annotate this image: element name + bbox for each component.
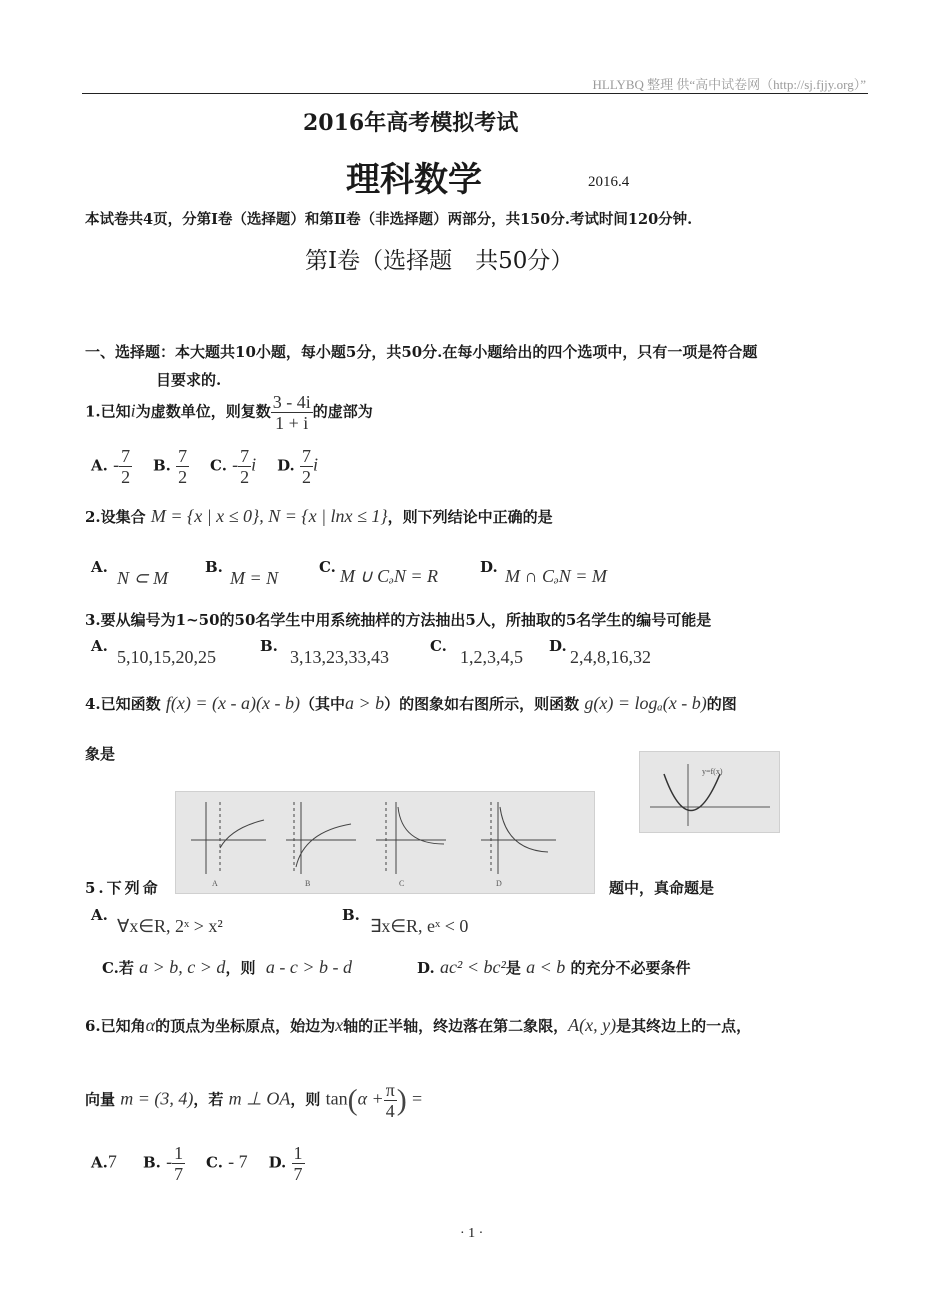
q6-pi-over-4	[384, 1080, 397, 1121]
q1-option-c-label: C.	[210, 456, 227, 475]
q3-option-b: 3,13,23,33,43	[290, 647, 389, 667]
q4-graph-d-label: D	[496, 879, 502, 888]
q6-mid1: 的顶点为坐标原点，始边为	[155, 1017, 336, 1035]
q6-perp: m ⊥ OA	[228, 1088, 291, 1109]
q3-option-d-label: D.	[549, 637, 567, 655]
q6-x: x	[335, 1015, 344, 1035]
exam-date: 2016.4	[588, 174, 630, 190]
q6-equals: =	[412, 1088, 423, 1109]
q6-four: 4	[385, 1101, 395, 1121]
q6-option-b-label: B.	[143, 1153, 161, 1172]
q6-then: ，则	[290, 1090, 321, 1109]
q2-option-d: M ∩ CₔN = M	[505, 566, 607, 586]
q4-f: f(x) = (x - a)(x - b)	[165, 693, 300, 713]
q1-a-den: 2	[121, 467, 131, 487]
q1-stem	[85, 392, 373, 433]
q1-d-num: 7	[302, 446, 312, 466]
header-watermark: HLLYBQ 整理 供“高中试卷网（http://sj.fjjy.org）”	[592, 77, 866, 92]
q4-line2: 象是	[85, 745, 116, 763]
q1-option-d-suffix: i	[313, 454, 319, 475]
q3-stem: 3.要从编号为1~50的50名学生中用系统抽样的方法抽出5人，所抽取的5名学生的编号可能是	[85, 611, 712, 629]
q4-reference-graph	[639, 751, 780, 833]
q5-option-c	[102, 957, 352, 978]
q6-option-d	[292, 1143, 305, 1184]
q2-option-a-label: A.	[91, 558, 108, 576]
q6-option-c: - 7	[228, 1151, 248, 1172]
subject-title: 理科数学	[346, 160, 482, 200]
q1-option-a	[119, 446, 132, 487]
q6-alpha: α	[145, 1015, 156, 1035]
q2-option-a: N ⊂ M	[117, 568, 169, 588]
q5-option-b-label: B.	[342, 906, 360, 924]
q3-option-a-label: A.	[91, 637, 108, 655]
q1-option-c-suffix: i	[251, 454, 257, 475]
q4-graph-b-label: B	[305, 879, 311, 888]
q6-options	[91, 1143, 305, 1184]
q6-vec-pre: 向量	[85, 1090, 116, 1109]
q4-post: 的图	[706, 695, 737, 713]
q6-pi: π	[385, 1080, 395, 1100]
q1-numerator: 3 - 4i	[272, 392, 311, 412]
q2-option-d-label: D.	[480, 558, 498, 576]
q4-cond: a > b	[345, 693, 385, 713]
q1-var: i	[130, 400, 136, 421]
q5-c-pre: C.若	[102, 959, 134, 977]
q6-stem-line2	[85, 1080, 422, 1121]
q4-options-graph-icon	[176, 792, 594, 893]
q3-option-c-label: C.	[430, 637, 447, 655]
q1-post: 的虚部为	[312, 402, 373, 421]
q2-option-c-label: C.	[319, 558, 336, 576]
header-rule	[82, 93, 868, 94]
q1-option-d	[300, 446, 313, 487]
q3-option-b-label: B.	[260, 637, 278, 655]
q4-cond-pre: （其中	[299, 695, 345, 713]
q4-pre: 4.已知函数	[85, 695, 161, 713]
q2-option-c: M ∪ CₔN = R	[340, 566, 439, 586]
q1-a-num: 7	[121, 446, 131, 466]
q1-option-d-label: D.	[277, 456, 295, 475]
q1-options	[91, 446, 318, 487]
q1-option-b-label: B.	[153, 456, 171, 475]
q6-pre: 6.已知角	[85, 1017, 146, 1035]
q6-expr-alpha: α +	[357, 1088, 384, 1109]
part1-title: 第Ⅰ卷（选择题 共50分）	[305, 248, 574, 274]
q6-option-a-label: A.	[91, 1153, 108, 1172]
q5-c-mid: ，则	[225, 959, 256, 977]
q5-option-a-label: A.	[91, 906, 108, 924]
q6-vector: m = (3, 4)	[120, 1088, 194, 1109]
q5-option-a: ∀x∈R, 2ˣ > x²	[117, 916, 223, 936]
q6-option-b	[172, 1143, 185, 1184]
q5-d-mid: 是	[505, 959, 521, 977]
q1-denominator: 1 + i	[275, 413, 309, 433]
q4-graph-label: y=f(x)	[702, 767, 723, 776]
q1-b-num: 7	[178, 446, 188, 466]
section1-line2: 目要求的.	[156, 371, 222, 389]
intro-text: 本试卷共4页，分第Ⅰ卷（选择题）和第Ⅱ卷（非选择题）两部分，共150分.考试时间120分钟.	[85, 211, 693, 228]
q4-stem	[85, 693, 737, 714]
q4-graph-a-label: A	[212, 879, 218, 888]
q1-pre: 1.已知	[85, 402, 131, 421]
q2-sets: M = {x | x ≤ 0}, N = {x | lnx ≤ 1}	[150, 506, 388, 526]
q6-lparen: (	[347, 1083, 358, 1117]
q5-d-res: a < b	[526, 957, 566, 977]
q5-option-d	[417, 957, 691, 978]
q1-option-c-sign: -	[232, 454, 239, 475]
q3-option-d: 2,4,8,16,32	[570, 647, 651, 667]
q5-pre: 5.下列命	[85, 879, 161, 897]
q6-if: ，若	[193, 1090, 224, 1109]
q1-option-b	[176, 446, 189, 487]
q6-point: A(x, y)	[568, 1015, 617, 1035]
q5-c-cond: a > b, c > d	[139, 957, 226, 977]
q6-option-d-label: D.	[268, 1153, 287, 1172]
q6-option-c-label: C.	[206, 1153, 223, 1172]
q6-b-num: 1	[174, 1143, 184, 1163]
q6-rparen: )	[396, 1083, 407, 1117]
q4-mid: ）的图象如右图所示，则函数	[384, 695, 580, 713]
q6-mid2: 轴的正半轴，终边落在第二象限，	[343, 1017, 569, 1035]
q5-c-res: a - c > b - d	[265, 957, 353, 977]
q2-post: ，则下列结论中正确的是	[387, 508, 553, 526]
q6-tan: tan	[325, 1088, 348, 1109]
q6-post1: 是其终边上的一点，	[616, 1017, 752, 1035]
q2-stem	[85, 506, 553, 527]
q1-d-den: 2	[302, 467, 312, 487]
q4-graph-c-label: C	[399, 879, 405, 888]
section1-line1: 一、选择题：本大题共10小题，每小题5分，共50分.在每小题给出的四个选项中，只有一项是符合题	[85, 343, 758, 361]
parabola-graph-icon	[640, 752, 779, 832]
q1-option-c	[238, 446, 251, 487]
q2-option-b: M = N	[230, 568, 279, 588]
page-number: · 1 ·	[460, 1226, 484, 1241]
q4-options-graphs	[175, 791, 595, 894]
q6-option-b-sign: -	[166, 1151, 173, 1172]
q1-b-den: 2	[178, 467, 188, 487]
q3-option-c: 1,2,3,4,5	[460, 647, 523, 667]
q5-d-cond: ac² < bc²	[439, 957, 506, 977]
q2-pre: 2.设集合	[85, 508, 146, 526]
q6-d-den: 7	[293, 1164, 303, 1184]
q2-option-b-label: B.	[205, 558, 223, 576]
q5-post: 题中，真命题是	[609, 879, 715, 897]
q1-c-den: 2	[240, 467, 250, 487]
q6-stem-line1	[85, 1015, 751, 1036]
exam-title: 2016年高考模拟考试	[303, 110, 519, 136]
q1-option-a-sign: -	[113, 454, 120, 475]
q1-fraction	[271, 392, 313, 433]
q1-option-a-label: A.	[91, 456, 108, 475]
q1-mid: 为虚数单位，则复数	[135, 402, 271, 421]
q5-option-b: ∃x∈R, eˣ < 0	[370, 916, 469, 936]
q5-d-post: 的充分不必要条件	[570, 959, 691, 977]
q3-option-a: 5,10,15,20,25	[117, 647, 216, 667]
q5-d-label: D.	[417, 959, 435, 977]
q4-g: g(x) = logₐ(x - b)	[584, 693, 707, 713]
q6-b-den: 7	[174, 1164, 184, 1184]
q6-option-a: 7	[107, 1151, 117, 1172]
q1-c-num: 7	[240, 446, 250, 466]
q6-d-num: 1	[293, 1143, 303, 1163]
